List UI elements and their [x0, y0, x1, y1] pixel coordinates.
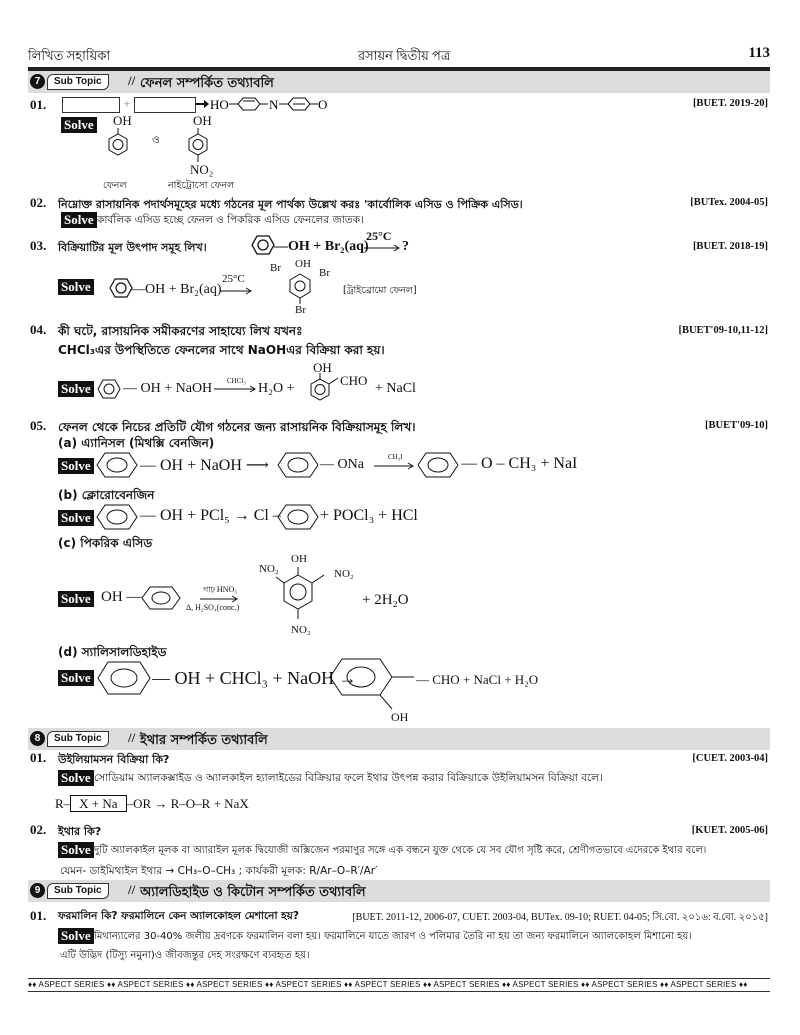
question-text: CHCl₃এর উপস্থিতিতে ফেনলের সাথে NaOHএর বিক্রিয়া করা হয়। — [58, 343, 385, 357]
boxed-reactants: X + Na — [70, 795, 126, 812]
slash-icon: // — [128, 882, 136, 897]
cho-label: CHO — [340, 373, 368, 388]
oh-label: OH — [291, 553, 307, 565]
oh-label: OH — [313, 360, 332, 375]
question-text: ফেনল থেকে নিচের প্রতিটি যৌগ গঠনের জন্য রাসায়নিক বিক্রিয়াসমূহ লিখ। — [58, 420, 416, 434]
solve-label: Solve — [58, 591, 94, 607]
page-header — [28, 45, 770, 65]
nitrosophenol-label: নাইট্রোসো ফেনল — [168, 180, 235, 191]
williamson-equation — [55, 796, 249, 812]
equation-text: — OH + NaOH — [123, 381, 213, 396]
no2-label: NO₂ — [291, 624, 311, 636]
solve-label: Solve — [58, 510, 94, 526]
solve-label: Solve — [58, 381, 94, 397]
salicylaldehyde-structure — [300, 373, 340, 407]
question-number: 02. — [30, 195, 47, 210]
subtopic-badge: Sub Topic — [47, 74, 109, 90]
exam-reference: [BUET. 2011-12, 2006-07, CUET. 2003-04, BUTex. 09-10; RUET. 04-05; সি.বো. ২০১৬: ব.বো. ২০১৫] — [352, 912, 768, 923]
equation-text: — OH + PCl₅ → Cl – — [140, 507, 281, 524]
topic-number: 7 — [30, 74, 45, 89]
br-label: Br — [295, 304, 306, 316]
exam-reference: [CUET. 2003-04] — [692, 753, 768, 764]
and-text: ও — [152, 134, 160, 146]
equation-text: + NaCl — [375, 381, 416, 396]
reaction-condition: গাঢ় HNO₃ — [203, 585, 238, 594]
equation-text: —OH + Br₂(aq) — [274, 239, 369, 254]
equation-text: + POCl₃ + HCl — [320, 507, 418, 524]
solve-label: Solve — [61, 117, 97, 133]
solve-label: Solve — [58, 279, 94, 295]
benzene-ring — [238, 98, 260, 110]
benzene-icon — [140, 585, 190, 611]
solve-label: Solve — [58, 770, 94, 786]
question-number: 01. — [30, 750, 47, 765]
equation-text: –OR → R–O–R + NaX — [126, 796, 249, 811]
footer-rule — [28, 978, 770, 979]
reaction-condition: 25°C — [366, 229, 392, 243]
plus-sign: + — [123, 96, 131, 111]
oh-label: OH — [113, 113, 132, 128]
equation-text: — CHO + NaCl + H₂O — [416, 672, 539, 687]
product-name: [ট্রাইব্রোমো ফেনল] — [343, 285, 417, 296]
arrow-icon — [214, 385, 258, 393]
q1-product-structure — [196, 96, 356, 116]
reaction-condition: Δ, H₂SO₄(conc.) — [186, 603, 240, 612]
question-text: কী ঘটে, রাসায়নিক সমীকরণের সাহায্যে লিখ যখনঃ — [58, 324, 303, 338]
topic-title: ফেনল সম্পর্কিত তথ্যাবলি — [140, 76, 274, 91]
svg-text:N: N — [269, 97, 279, 112]
subtopic-badge: Sub Topic — [47, 731, 109, 747]
question-number: 04. — [30, 322, 47, 337]
subquestion-label: (c) পিকরিক এসিড — [58, 536, 153, 550]
no2-label: NO₂ — [190, 162, 214, 177]
question-text: উইলিয়ামসন বিক্রিয়া কি? — [58, 753, 170, 766]
answer-text: দুটি অ্যালকাইল মূলক বা অ্যারাইল মূলক দ্বিযোজী অক্সিজেন পরমাণুর সঙ্গে এক বন্ধনে যুক্ত থেকে যে সব যৌগ সৃষ্টি করে, শ্রেণীগতভাবে এদেরকে ইথার বলে। — [94, 845, 707, 856]
exam-reference: [BUET'09-10,11-12] — [678, 325, 768, 336]
topic-number: 9 — [30, 883, 45, 898]
book-title: লিখিত সহায়িকা — [28, 48, 111, 63]
arrow-icon — [220, 287, 254, 295]
oh-label: OH — [295, 258, 311, 270]
equation-text: R– — [55, 796, 71, 811]
footer-rule — [28, 991, 770, 992]
footer-series-banner: ♦♦ ASPECT SERIES ♦♦ ASPECT SERIES ♦♦ ASPECT SERIES ♦♦ ASPECT SERIES ♦♦ ASPECT SERIES ♦♦ ASPECT SERIES ♦♦ ASPECT SERIES ♦♦ ASPECT SERIES ♦♦ ASPECT SERIES ♦♦ — [28, 980, 748, 989]
topic-number: 8 — [30, 731, 45, 746]
blank-box — [62, 97, 120, 113]
oh-label: OH — [391, 710, 409, 724]
reaction-condition: CHCl₃ — [227, 377, 246, 385]
exam-reference: [BUET'09-10] — [705, 420, 768, 431]
br-label: Br — [319, 267, 330, 279]
subtopic-header-9 — [28, 880, 770, 902]
equation-text: — ONa — [320, 457, 364, 472]
answer-text: মিথান্যালের 30-40% জলীয় দ্রবণকে ফরমালিন বলা হয়। ফরমালিনে যাতে জারণ ও পলিমার তৈরি না হয় তা জন্য ফরমালিনে অ্যালকোহল মিশানো হয়। — [94, 931, 692, 942]
question-text: ইথার কি? — [58, 825, 102, 838]
slash-icon: // — [128, 730, 136, 745]
solve-label: Solve — [58, 670, 94, 686]
question-mark: ? — [402, 239, 409, 254]
no2-label: NO₂ — [259, 563, 279, 575]
blank-box — [134, 97, 196, 113]
salicylaldehyde-structure — [326, 657, 406, 713]
solve-label: Solve — [58, 458, 94, 474]
question-number: 03. — [30, 238, 47, 253]
page-number: 113 — [748, 45, 770, 61]
topic-title: ইথার সম্পর্কিত তথ্যাবলি — [140, 733, 268, 748]
slash-icon: // — [128, 73, 136, 88]
br-label: Br — [270, 262, 281, 274]
answer-text: সোডিয়াম অ্যালকক্সাইড ও অ্যালকাইল হ্যালাইডের বিক্রিয়ার ফলে ইথার উৎপন্ন করার বিক্রিয়াকে উইলিয়ামসন বিক্রিয়া বলে। — [94, 772, 603, 784]
equation-text: OH — — [101, 589, 142, 605]
reaction-condition: 25°C — [222, 273, 245, 285]
subquestion-label: (b) ক্লোরোবেনজিন — [58, 488, 155, 502]
oh-label: OH — [193, 113, 212, 128]
phenol-structures — [105, 128, 235, 168]
equation-text: —OH + Br₂(aq) — [131, 282, 222, 297]
subquestion-label: (a) এ্যানিসল (মিথক্সি বেনজিন) — [58, 436, 215, 450]
arrow-icon — [200, 595, 240, 603]
question-text: বিক্রিয়াটির মূল উৎপাদ সমূহ লিখ। — [58, 241, 207, 254]
arrow-icon — [364, 244, 402, 252]
solve-label: Solve — [58, 842, 94, 858]
answer-text: এটি উদ্ভিদ (টিস্যু নমুনা)ও জীবজন্তুর দেহ সংরক্ষণে ব্যবহৃত হয়। — [60, 950, 310, 961]
question-text: ফরমালিন কি? ফরমালিনে কেন অ্যালকোহল মেশানো হয়? — [58, 910, 299, 922]
subject-title: রসায়ন দ্বিতীয় পত্র — [358, 48, 451, 63]
arrow-icon — [374, 462, 416, 470]
subquestion-label: (d) স্যালিসালডিহাইড — [58, 645, 167, 659]
answer-text: কার্বলিক এসিড হচ্ছে ফেনল ও পিকরিক এসিড ফেনলের জাতক। — [97, 214, 364, 226]
question-number: 01. — [30, 97, 47, 112]
benzene-ring — [189, 134, 207, 155]
svg-text:O: O — [318, 97, 328, 112]
solve-label: Solve — [61, 212, 97, 228]
reaction-condition: CH₃I — [388, 453, 403, 461]
equation-text: — O – CH₃ + NaI — [461, 455, 578, 472]
equation-text: — OH + CHCl₃ + NaOH → — [152, 668, 357, 688]
topic-title: অ্যালডিহাইড ও কিটোন সম্পর্কিত তথ্যাবলি — [140, 885, 366, 900]
equation-text: — OH + NaOH ⟶ — [140, 457, 269, 474]
picric-acid-structure — [270, 565, 340, 627]
subtopic-badge: Sub Topic — [47, 883, 109, 899]
question-number: 02. — [30, 822, 47, 837]
equation-text: H₂O + — [258, 381, 295, 396]
benzene-icon — [95, 377, 123, 401]
arrow-head — [204, 100, 209, 108]
question-number: 01. — [30, 908, 47, 923]
exam-reference: [BUET. 2019-20] — [692, 98, 768, 109]
q1-equation — [62, 96, 196, 113]
phenol-label: ফেনল — [103, 180, 127, 191]
question-number: 05. — [30, 418, 47, 433]
no2-label: NO₂ — [334, 568, 354, 580]
exam-reference: [BUET. 2018-19] — [692, 241, 768, 252]
benzene-ring — [109, 134, 127, 155]
subtopic-header-7 — [28, 71, 770, 93]
ho-text: HO — [210, 97, 229, 112]
exam-reference: [BUTex. 2004-05] — [690, 197, 768, 208]
example-text: যেমন- ডাইমিথাইল ইথার → CH₃–O–CH₃ ; কার্যকরী মূলক: R/Ar–O–R′/Ar′ — [60, 865, 378, 877]
question-text: নিম্নোক্ত রাসায়নিক পদার্থসমূহের মধ্যে গঠনের মূল পার্থক্য উল্লেখ করঃ 'কার্বোলিক এসিড ও পিক্রিক এসিড। — [58, 198, 523, 211]
exam-reference: [KUET. 2005-06] — [691, 825, 768, 836]
solve-label: Solve — [58, 928, 94, 944]
equation-text: + 2H₂O — [362, 592, 409, 608]
subtopic-header-8 — [28, 728, 770, 750]
